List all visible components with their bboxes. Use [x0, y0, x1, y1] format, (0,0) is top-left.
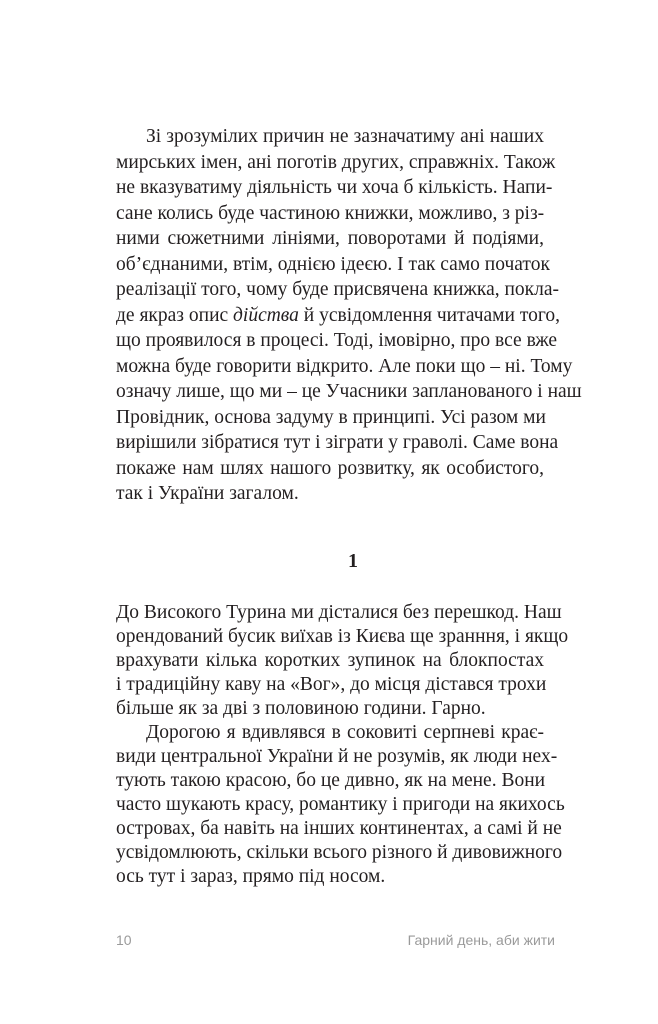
- chapter-text: [116, 601, 569, 889]
- text-line: реалізації того, чому буде присвячена книжка, покла-: [116, 279, 560, 300]
- text-line: покаже нам шлях нашого розвитку, як особистого,: [116, 457, 544, 479]
- text-line: і традиційну каву на «Вог», до місця дістався трохи: [116, 674, 547, 695]
- text-line: вирішили зібратися тут і зіграти у граволі. Саме вона: [116, 432, 559, 453]
- text-run: де якраз опис: [116, 304, 234, 326]
- text-line: сане колись буде частиною книжки, можливо, з різ-: [116, 202, 545, 224]
- text-line: можна буде говорити відкрито. Але поки що – ні. Тому: [116, 355, 573, 377]
- text-line: об’єднаними, втім, однією ідеєю. І так само початок: [116, 253, 550, 275]
- text-line: тують такою красою, бо це дивно, як на мене. Вони: [116, 770, 546, 791]
- text-line: означу лише, що ми – це Учасники запланованого і наш: [116, 381, 582, 402]
- text-line: ось тут і зараз, прямо під носом.: [116, 866, 386, 887]
- text-line: Провідник, основа задуму в принципі. Усі разом ми: [116, 406, 546, 428]
- text-line: види центральної України й не розумів, як люди нех-: [116, 746, 558, 767]
- intro-paragraph: [116, 124, 582, 507]
- text-line: До Високого Турина ми дісталися без перешкод. Наш: [116, 602, 562, 623]
- text-line: мирських імен, ані поготів других, справжніх. Також: [116, 151, 556, 173]
- page-number: 10: [116, 932, 132, 948]
- running-title: Гарний день, аби жити: [407, 932, 555, 948]
- chapter-number: 1: [348, 550, 358, 572]
- text-line: орендований бусик виїхав із Києва ще зранння, і якщо: [116, 626, 569, 647]
- text-line: Дорогою я вдивлявся в соковиті серпневі крає-: [146, 722, 544, 743]
- text-line: [116, 303, 560, 329]
- text-line: Зі зрозумілих причин не зазначатиму ані наших: [146, 126, 544, 147]
- text-line: островах, ба навіть на інших континентах, а самі й не: [116, 818, 562, 839]
- text-line: усвідомлюють, скільки всього різного й дивовижного: [116, 842, 563, 863]
- text-line: врахувати кілька коротких зупинок на блокпостах: [116, 650, 544, 671]
- text-line: більше як за дві з половиною години. Гарно.: [116, 698, 486, 719]
- text-line: так і України загалом.: [116, 483, 299, 504]
- text-line: часто шукають красу, романтику і пригоди на якихось: [116, 794, 565, 815]
- italic-word: дійства: [233, 304, 299, 326]
- text-line: не вказуватиму діяльність чи хоча б кількість. Напи-: [116, 177, 553, 198]
- text-run: й усвідомлення читачами того,: [298, 304, 560, 326]
- text-line: що проявилося в процесі. Тоді, імовірно, про все вже: [116, 330, 558, 351]
- text-line: ними сюжетними лініями, поворотами й подіями,: [116, 228, 544, 249]
